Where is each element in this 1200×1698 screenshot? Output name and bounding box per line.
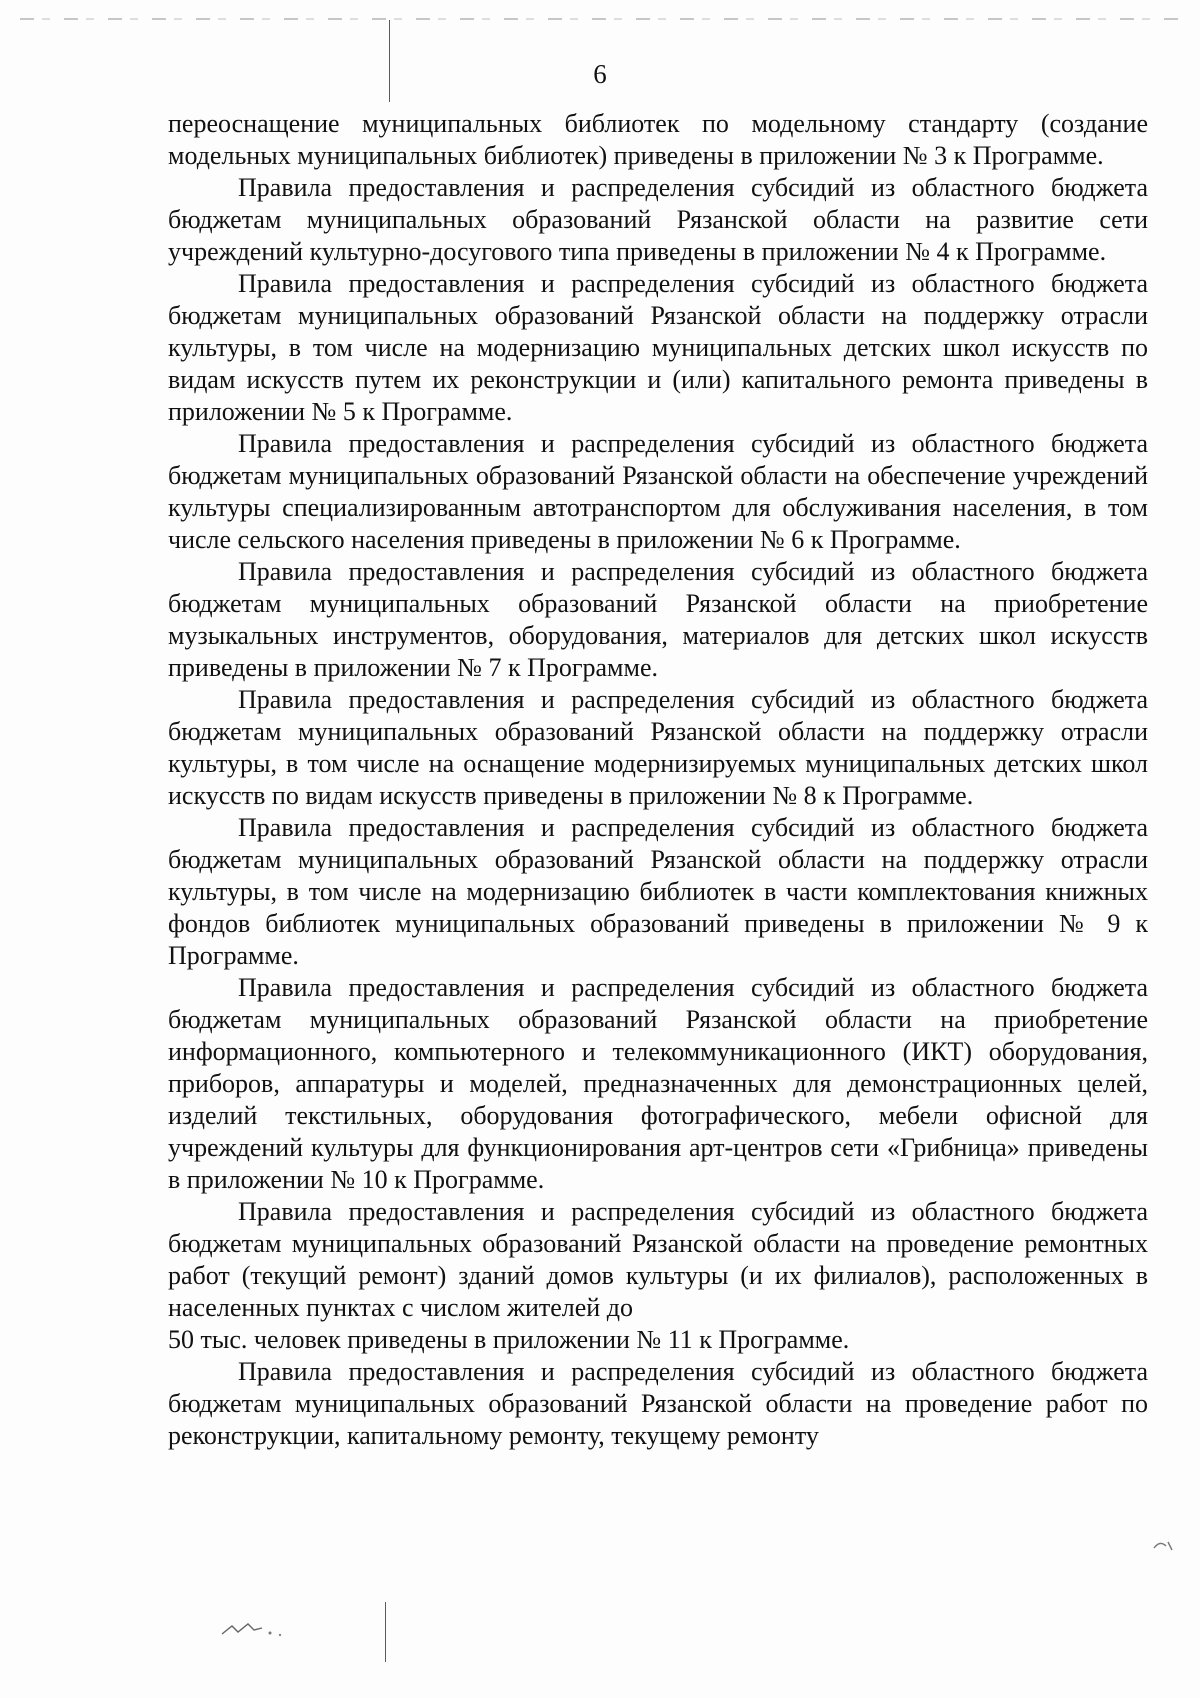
scan-artifact-top-edge [20,18,1180,20]
scan-artifact-binding-line-bottom [385,1602,386,1662]
paragraph-rules-appendix-11: Правила предоставления и распределения субсидий из областного бюджета бюджетам муниципальных образований Рязанской области на проведение ремонтных работ (текущий ремонт) зданий домов культуры (и их филиалов), расположенных в населенных пунктах с числом жителей до [168,1197,1148,1322]
paragraph-rules-appendix-10: Правила предоставления и распределения субсидий из областного бюджета бюджетам муниципальных образований Рязанской области на приобретение информационного, компьютерного и телекоммуникационного (ИКТ) оборудования, приборов, аппаратуры и моделей, предназначенных для демонстрационных целей, изделий текстильных, оборудования фотографического, мебели офисной для учреждений культуры для функционирования арт-центров сети «Грибница» приведены в приложении № 10 к Программе. [168,973,1148,1194]
paragraph-rules-appendix-7: Правила предоставления и распределения субсидий из областного бюджета бюджетам муниципальных образований Рязанской области на приобретение музыкальных инструментов, оборудования, материалов для детских школ искусств приведены в приложении № 7 к Программе. [168,557,1148,682]
scan-artifact-mark-right [1150,1536,1178,1556]
scan-artifact-specks [218,1616,298,1640]
paragraph-rules-appendix-11-end: 50 тыс. человек приведены в приложении № 11 к Программе. [168,1325,850,1354]
paragraph-rules-appendix-5: Правила предоставления и распределения субсидий из областного бюджета бюджетам муниципальных образований Рязанской области на поддержку отрасли культуры, в том числе на модернизацию муниципальных детских школ искусств по видам искусств путем их реконструкции и (или) капитального ремонта приведены в приложении № 5 к Программе. [168,269,1148,426]
paragraph-continuation: переоснащение муниципальных библиотек по модельному стандарту (создание модельных муниципальных библиотек) приведены в приложении № 3 к Программе. [168,109,1148,170]
paragraph-rules-reconstruction: Правила предоставления и распределения субсидий из областного бюджета бюджетам муниципальных образований Рязанской области на проведение работ по реконструкции, капитальному ремонту, текущему ремонту [168,1357,1148,1450]
document-body [168,108,1148,1452]
paragraph-rules-appendix-8: Правила предоставления и распределения субсидий из областного бюджета бюджетам муниципальных образований Рязанской области на поддержку отрасли культуры, в том числе на оснащение модернизируемых муниципальных детских школ искусств по видам искусств приведены в приложении № 8 к Программе. [168,685,1148,810]
page-number: 6 [593,59,607,89]
paragraph-rules-appendix-9: Правила предоставления и распределения субсидий из областного бюджета бюджетам муниципальных образований Рязанской области на поддержку отрасли культуры, в том числе на модернизацию библиотек в части комплектования книжных фондов библиотек муниципальных образований приведены в приложении № 9 к Программе. [168,813,1148,970]
paragraph-rules-appendix-6: Правила предоставления и распределения субсидий из областного бюджета бюджетам муниципальных образований Рязанской области на обеспечение учреждений культуры специализированным автотранспортом для обслуживания населения, в том числе сельского населения приведены в приложении № 6 к Программе. [168,429,1148,554]
paragraph-rules-appendix-4: Правила предоставления и распределения субсидий из областного бюджета бюджетам муниципальных образований Рязанской области на развитие сети учреждений культурно-досугового типа приведены в приложении № 4 к Программе. [168,173,1148,266]
